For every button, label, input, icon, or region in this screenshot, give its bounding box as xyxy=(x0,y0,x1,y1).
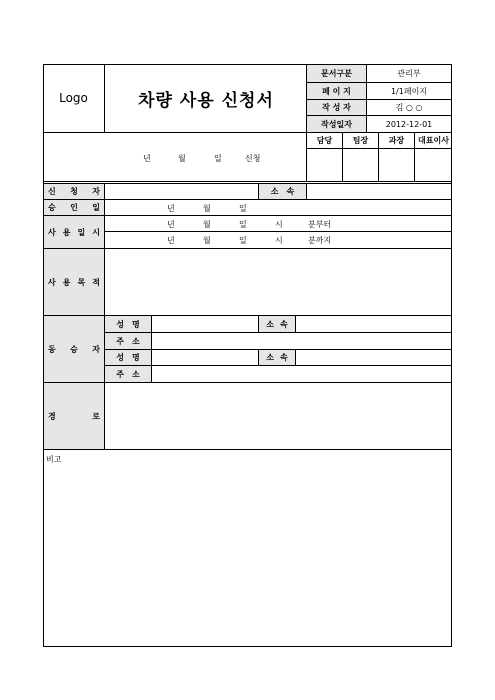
approval-role-staff: 담당 xyxy=(316,136,333,145)
route-field[interactable] xyxy=(105,383,451,449)
approval-day-unit: 일 xyxy=(239,204,247,213)
meta-label-date: 작성일자 xyxy=(307,116,366,132)
companion1-affiliation-field[interactable] xyxy=(296,316,451,332)
signature-box-teamlead[interactable] xyxy=(343,149,378,181)
meta-label-author: 작 성 자 xyxy=(307,100,366,115)
purpose-label: 사 용 목 적 xyxy=(44,249,104,315)
remarks-area[interactable] xyxy=(44,450,451,646)
applicant-affiliation-field[interactable] xyxy=(307,184,451,199)
approval-role-ceo: 대표이사 xyxy=(418,136,449,145)
signature-box-ceo[interactable] xyxy=(415,149,452,181)
from-month-unit: 월 xyxy=(203,220,211,229)
use-datetime-label: 사 용 일 시 xyxy=(44,216,104,248)
signature-box-staff[interactable] xyxy=(307,149,342,181)
to-day-unit: 일 xyxy=(239,236,247,245)
applicant-affiliation-label: 소 속 xyxy=(259,184,306,199)
remarks-label: 비고 xyxy=(46,455,62,464)
to-minute-unit: 분까지 xyxy=(308,236,332,245)
companion2-affiliation-label: 소 속 xyxy=(259,350,295,365)
meta-label-doctype: 문서구분 xyxy=(307,65,366,82)
companions-label: 동 승 자 xyxy=(44,316,104,382)
meta-value-author: 김 ○ ○ xyxy=(395,103,423,112)
applicant-field[interactable] xyxy=(105,184,258,199)
approval-date-label: 승 인 일 xyxy=(44,200,104,215)
from-minute-unit: 분부터 xyxy=(308,220,332,229)
apply-day-unit: 일 xyxy=(214,154,222,163)
route-label: 경 로 xyxy=(44,383,104,449)
signature-box-manager[interactable] xyxy=(379,149,414,181)
companion1-name-field[interactable] xyxy=(152,316,258,332)
apply-month-unit: 월 xyxy=(178,154,186,163)
use-to-field[interactable] xyxy=(105,232,451,248)
apply-label: 신청 xyxy=(245,154,261,163)
companion1-address-label: 주 소 xyxy=(105,333,151,349)
from-hour-unit: 시 xyxy=(275,220,283,229)
companion1-affiliation-label: 소 속 xyxy=(259,316,295,332)
from-year-unit: 년 xyxy=(167,220,175,229)
to-year-unit: 년 xyxy=(167,236,175,245)
approval-month-unit: 월 xyxy=(203,204,211,213)
approval-date-field[interactable] xyxy=(105,200,451,215)
meta-value-page: 1/1페이지 xyxy=(390,86,428,96)
from-day-unit: 일 xyxy=(239,220,247,229)
companion2-name-label: 성 명 xyxy=(105,350,151,365)
use-from-field[interactable] xyxy=(105,216,451,231)
apply-year-unit: 년 xyxy=(143,154,151,163)
meta-value-date: 2012-12-01 xyxy=(385,119,433,129)
applicant-label: 신 청 자 xyxy=(44,184,104,199)
to-hour-unit: 시 xyxy=(275,236,283,245)
companion1-address-field[interactable] xyxy=(152,333,451,349)
companion2-name-field[interactable] xyxy=(152,350,258,365)
meta-value-doctype: 관리부 xyxy=(397,69,421,78)
approval-year-unit: 년 xyxy=(167,204,175,213)
companion1-name-label: 성 명 xyxy=(105,316,151,332)
title-cell xyxy=(105,64,307,132)
companion2-address-label: 주 소 xyxy=(105,366,151,382)
purpose-field[interactable] xyxy=(105,249,451,315)
approval-role-teamlead: 팀장 xyxy=(352,136,369,145)
logo-text: Logo xyxy=(59,91,88,105)
companion2-address-field[interactable] xyxy=(152,366,451,382)
companion2-affiliation-field[interactable] xyxy=(296,350,451,365)
document-title: 차량 사용 신청서 xyxy=(138,90,274,111)
approval-role-manager: 과장 xyxy=(388,136,405,145)
to-month-unit: 월 xyxy=(203,236,211,245)
logo-cell xyxy=(43,64,105,132)
meta-label-page: 페 이 지 xyxy=(307,83,366,99)
